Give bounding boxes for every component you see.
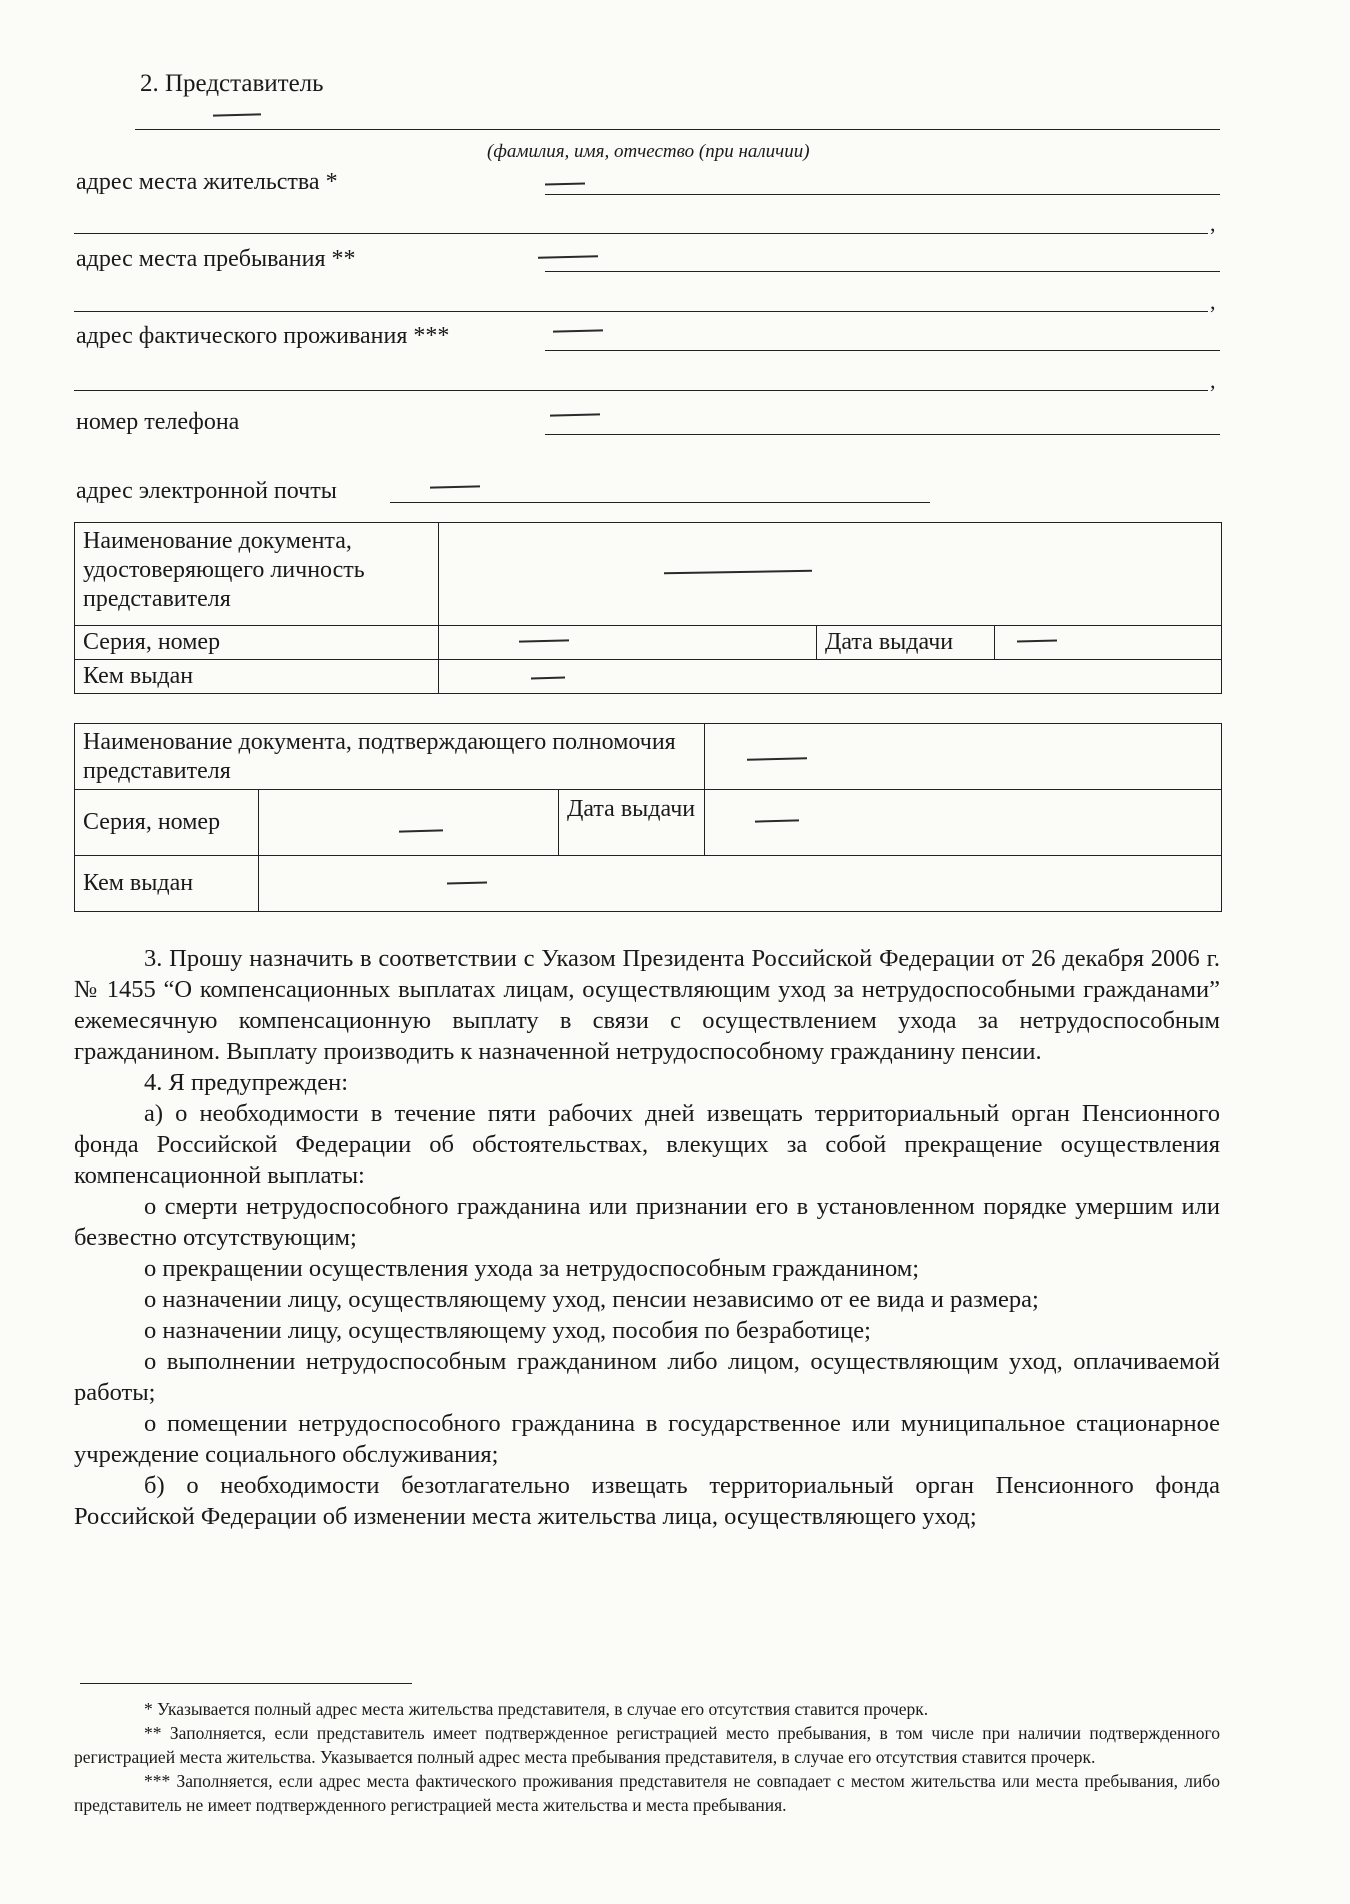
- auth-issued-value[interactable]: [259, 856, 1222, 912]
- id-series-dash: [519, 639, 569, 642]
- list-item: о назначении лицу, осуществляющему уход, пособия по безработице;: [144, 1317, 871, 1344]
- stay-line-2[interactable]: [74, 311, 1208, 312]
- fio-caption: (фамилия, имя, отчество (при наличии): [487, 141, 810, 162]
- auth-name-dash: [747, 757, 807, 761]
- email-line[interactable]: [390, 502, 930, 503]
- residence-line-1[interactable]: [545, 194, 1220, 195]
- id-name-value[interactable]: [439, 523, 1222, 626]
- residence-line-2[interactable]: [74, 233, 1208, 234]
- phone-dash: [550, 413, 600, 416]
- actual-comma: ,: [1210, 368, 1216, 393]
- phone-line[interactable]: [545, 434, 1220, 435]
- auth-series-dash: [399, 829, 443, 832]
- footnotes: [74, 1697, 1220, 1817]
- auth-date-value[interactable]: [705, 790, 1222, 856]
- label-phone: номер телефона: [76, 409, 240, 435]
- footnote-3: *** Заполняется, если адрес места фактического проживания представителя не совпадает с местом жительства или места пребывания, либо представитель не имеет подтвержденного регистрацией места жительства и места пребывания.: [74, 1771, 1220, 1815]
- fio-line[interactable]: [135, 129, 1220, 130]
- email-dash: [430, 485, 480, 488]
- id-series-value[interactable]: [439, 626, 817, 660]
- auth-date-label: Дата выдачи: [559, 790, 705, 856]
- footnote-1: * Указывается полный адрес места жительства представителя, в случае его отсутствия ставится прочерк.: [144, 1699, 929, 1719]
- label-stay: адрес места пребывания **: [76, 246, 356, 272]
- auth-date-dash: [755, 819, 799, 822]
- label-residence: адрес места жительства *: [76, 169, 338, 195]
- authority-document-table: [74, 723, 1222, 912]
- list-item: о смерти нетрудоспособного гражданина или признании его в установленном порядке умершим или безвестно отсутствующим;: [74, 1193, 1220, 1251]
- label-email: адрес электронной почты: [76, 478, 337, 504]
- list-item: о выполнении нетрудоспособным гражданином либо лицом, осуществляющим уход, оплачиваемой работы;: [74, 1348, 1220, 1406]
- label-actual: адрес фактического проживания ***: [76, 323, 450, 349]
- stay-line-1[interactable]: [545, 271, 1220, 272]
- heading-dash: [213, 113, 261, 116]
- list-item: о прекращении осуществления ухода за нетрудоспособным гражданином;: [144, 1255, 920, 1282]
- footnote-2: ** Заполняется, если представитель имеет подтвержденное регистрацией место пребывания, в том числе при наличии подтвержденного регистрацией места жительства. Указывается полный адрес места пребывания представителя, в случае его отсутствия ставится прочерк.: [74, 1723, 1220, 1767]
- residence-comma: ,: [1210, 211, 1216, 236]
- actual-line-2[interactable]: [74, 390, 1208, 391]
- section-heading: 2. Представитель: [140, 70, 324, 97]
- paragraph-4b: б) о необходимости безотлагательно извещать территориальный орган Пенсионного фонда Российской Федерации об изменении места жительства лица, осуществляющего уход;: [74, 1472, 1220, 1530]
- actual-dash: [553, 329, 603, 332]
- auth-name-value[interactable]: [705, 724, 1222, 790]
- id-date-label: Дата выдачи: [817, 626, 995, 660]
- list-item: о назначении лицу, осуществляющему уход, пенсии независимо от ее вида и размера;: [144, 1286, 1039, 1313]
- id-issued-dash: [531, 677, 565, 680]
- id-series-label: Серия, номер: [75, 626, 439, 660]
- paragraph-4a: а) о необходимости в течение пяти рабочих дней извещать территориальный орган Пенсионного фонда Российской Федерации об обстоятельствах, влекущих за собой прекращение осуществления компенсационной выплаты:: [74, 1100, 1220, 1189]
- body-text: [74, 943, 1220, 1532]
- auth-issued-label: Кем выдан: [75, 856, 259, 912]
- id-date-dash: [1017, 639, 1057, 642]
- id-name-dash: [664, 570, 812, 575]
- auth-series-label: Серия, номер: [75, 790, 259, 856]
- id-name-label: Наименование документа, удостоверяющего личность представителя: [75, 523, 439, 626]
- stay-comma: ,: [1210, 289, 1216, 314]
- id-date-value[interactable]: [995, 626, 1222, 660]
- auth-series-value[interactable]: [259, 790, 559, 856]
- auth-name-label: Наименование документа, подтверждающего полномочия представителя: [75, 724, 705, 790]
- residence-dash: [545, 182, 585, 185]
- paragraph-4: 4. Я предупрежден:: [144, 1069, 349, 1096]
- id-issued-label: Кем выдан: [75, 660, 439, 694]
- list-item: о помещении нетрудоспособного гражданина в государственное или муниципальное стационарное учреждение социального обслуживания;: [74, 1410, 1220, 1468]
- auth-issued-dash: [447, 881, 487, 884]
- id-document-table: [74, 522, 1222, 694]
- paragraph-3: 3. Прошу назначить в соответствии с Указом Президента Российской Федерации от 26 декабря 2006 г. № 1455 “О компенсационных выплатах лицам, осуществляющим уход за нетрудоспособными гражданами” ежемесячную компенсационную выплату в связи с осуществлением ухода за нетрудоспособным гражданином. Выплату производить к назначенной нетрудоспособному гражданину пенсии.: [74, 945, 1220, 1065]
- id-issued-value[interactable]: [439, 660, 1222, 694]
- actual-line-1[interactable]: [545, 350, 1220, 351]
- footnote-separator: [80, 1683, 412, 1684]
- stay-dash: [538, 255, 598, 259]
